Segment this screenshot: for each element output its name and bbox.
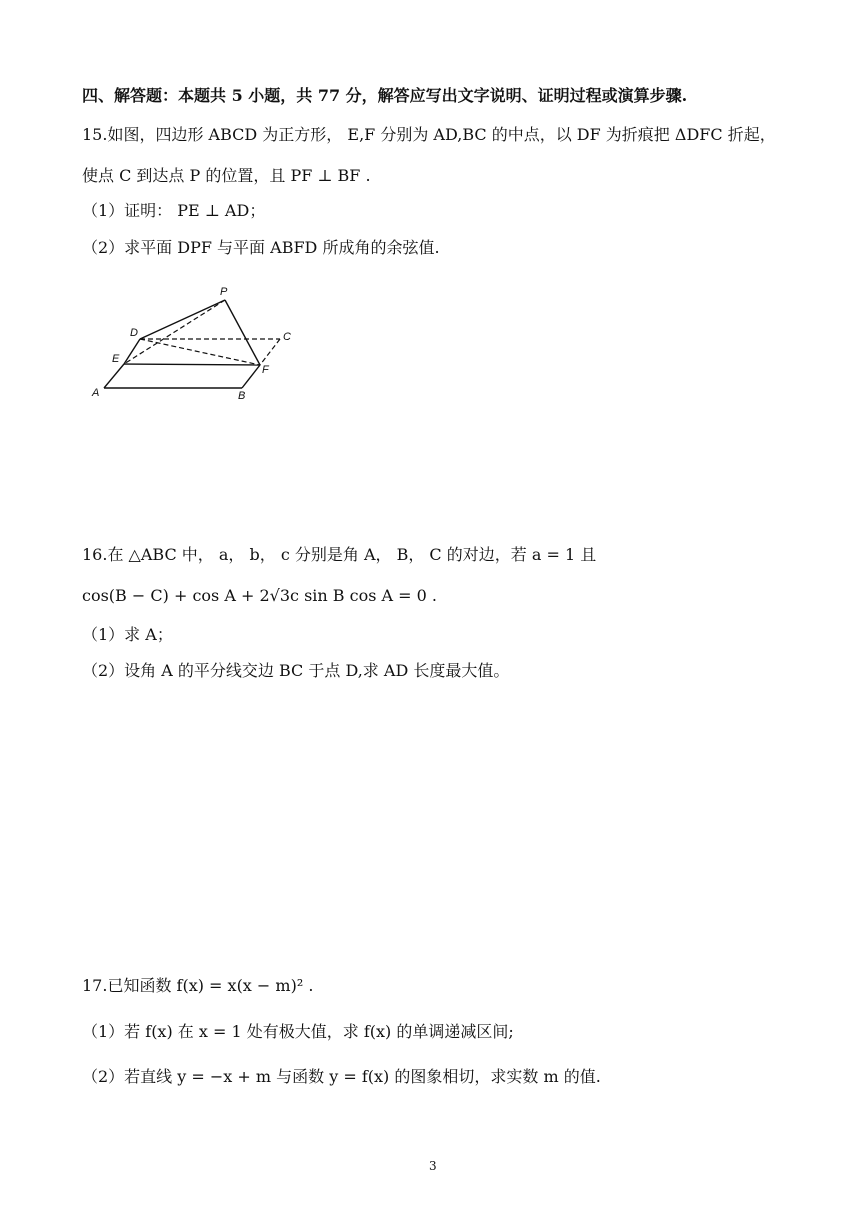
segment-ef <box>124 364 260 365</box>
vertex-label-p: P <box>220 286 228 298</box>
vertex-label-a: A <box>92 387 100 399</box>
segment-bf <box>242 365 260 388</box>
q15-part-1: （1）证明： PE ⊥ AD； <box>82 201 266 220</box>
q15-part-2: （2）求平面 DPF 与平面 ABFD 所成角的余弦值. <box>82 238 440 257</box>
vertex-label-c: C <box>283 331 291 343</box>
vertex-label-e: E <box>112 353 120 365</box>
vertex-label-b: B <box>238 390 246 402</box>
segment-pd <box>140 300 225 339</box>
vertex-label-f: F <box>262 364 269 376</box>
segment-pe-hidden <box>124 300 225 364</box>
page-number: 3 <box>429 1159 437 1173</box>
section-header: 四、解答题：本题共 5 小题，共 77 分，解答应写出文字说明、证明过程或演算步骤. <box>82 86 688 105</box>
q15-stem-line-1: 15.如图，四边形 ABCD 为正方形， E,F 分别为 AD,BC 的中点，以 DF 为折痕把 ΔDFC 折起， <box>82 125 776 144</box>
segment-ed <box>124 339 140 364</box>
q16-part-1: （1）求 A； <box>82 625 173 644</box>
q17-part-2: （2）若直线 y = −x + m 与函数 y = f(x) 的图象相切，求实数 m 的值. <box>82 1067 601 1086</box>
q16-condition-equation: cos(B − C) + cos A + 2√3c sin B cos A = 0 . <box>82 586 438 605</box>
segment-df-hidden <box>140 339 260 365</box>
segment-ae <box>104 364 124 388</box>
q15-stem-line-2: 使点 C 到达点 P 的位置，且 PF ⊥ BF . <box>82 166 371 185</box>
q15-geometry-figure <box>80 278 320 408</box>
q16-stem-line-1: 16.在 △ABC 中， a， b， c 分别是角 A， B， C 的对边，若 a = 1 且 <box>82 545 597 564</box>
vertex-label-d: D <box>130 327 138 339</box>
q17-part-1: （1）若 f(x) 在 x = 1 处有极大值，求 f(x) 的单调递减区间; <box>82 1022 514 1041</box>
segment-pf <box>225 300 260 365</box>
segment-cf-hidden <box>260 339 280 365</box>
q17-stem: 17.已知函数 f(x) = x(x − m)² . <box>82 976 314 995</box>
q16-part-2: （2）设角 A 的平分线交边 BC 于点 D,求 AD 长度最大值。 <box>82 661 510 680</box>
